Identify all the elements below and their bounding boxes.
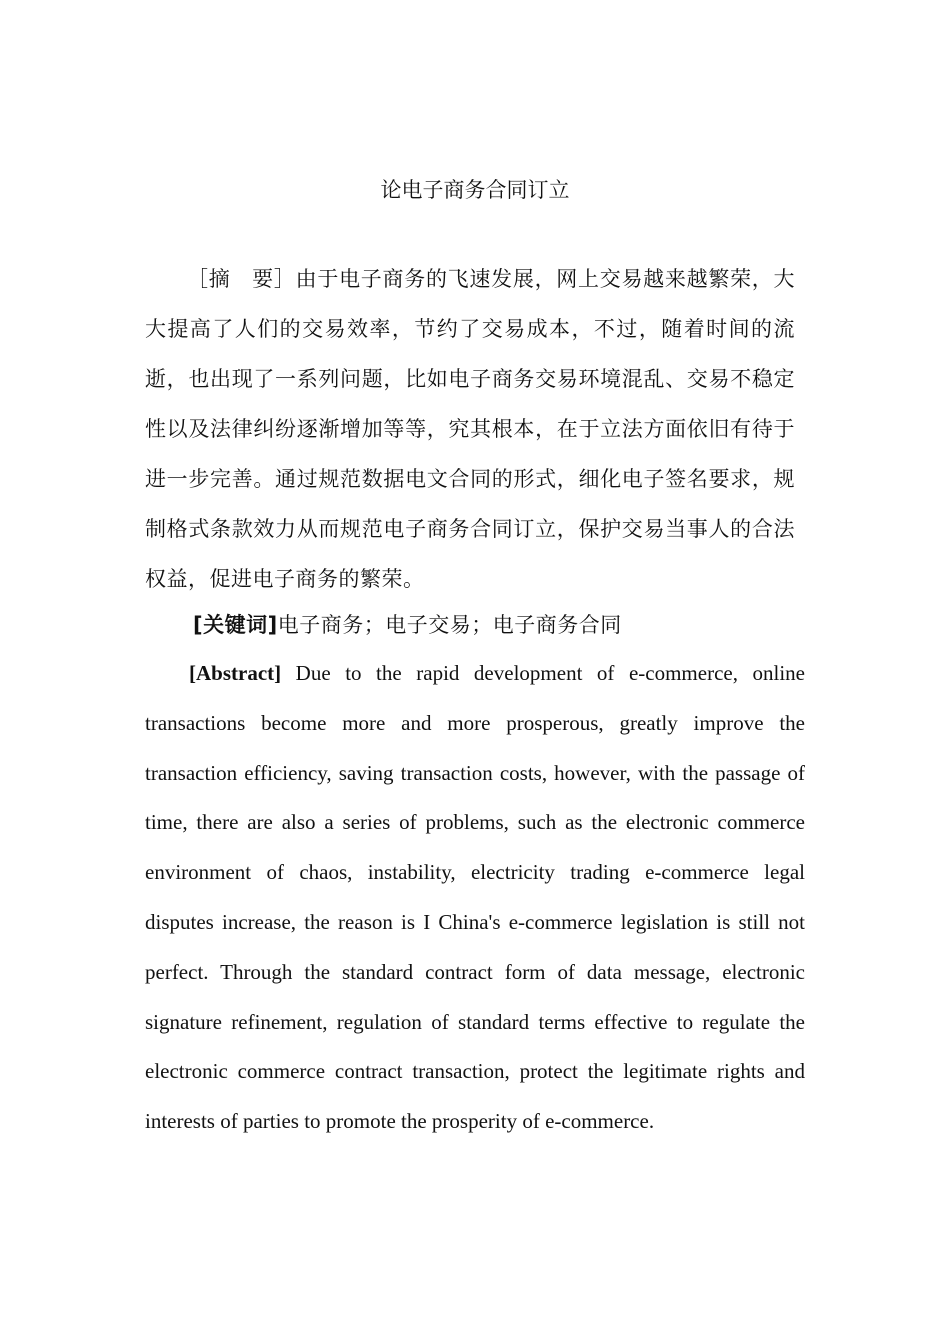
chinese-keywords-label: [关键词] [193, 613, 278, 637]
chinese-keywords [145, 603, 795, 647]
chinese-abstract-label: ［摘 要］ [187, 267, 296, 291]
english-abstract-text: Due to the rapid development of e-commerce, online transactions become more and more prosperous, greatly improve the transaction efficiency, saving transaction costs, however, with the passage of time, there are also a series of problems, such as the electronic commerce environment of chaos, instability, electricity trading e-commerce legal disputes increase, the reason is I China's e-commerce legislation is still not perfect. Through the standard contract form of data message, electronic signature refinement, regulation of standard terms effective to regulate the electronic commerce contract transaction, protect the legitimate rights and interests of parties to promote the prosperity of e-commerce. [145, 661, 805, 1134]
document-title: 论电子商务合同订立 [380, 178, 570, 202]
chinese-abstract [145, 254, 795, 604]
english-abstract [145, 649, 805, 1147]
chinese-abstract-text: 由于电子商务的飞速发展，网上交易越来越繁荣，大大提高了人们的交易效率，节约了交易成本，不过，随着时间的流逝，也出现了一系列问题，比如电子商务交易环境混乱、交易不稳定性以及法律纠纷逐渐增加等等，究其根本，在于立法方面依旧有待于进一步完善。通过规范数据电文合同的形式，细化电子签名要求，规制格式条款效力从而规范电子商务合同订立，保护交易当事人的合法权益，促进电子商务的繁荣。 [145, 267, 796, 591]
english-abstract-label: [Abstract] [189, 661, 282, 685]
chinese-keywords-text: 电子商务；电子交易；电子商务合同 [277, 613, 622, 637]
